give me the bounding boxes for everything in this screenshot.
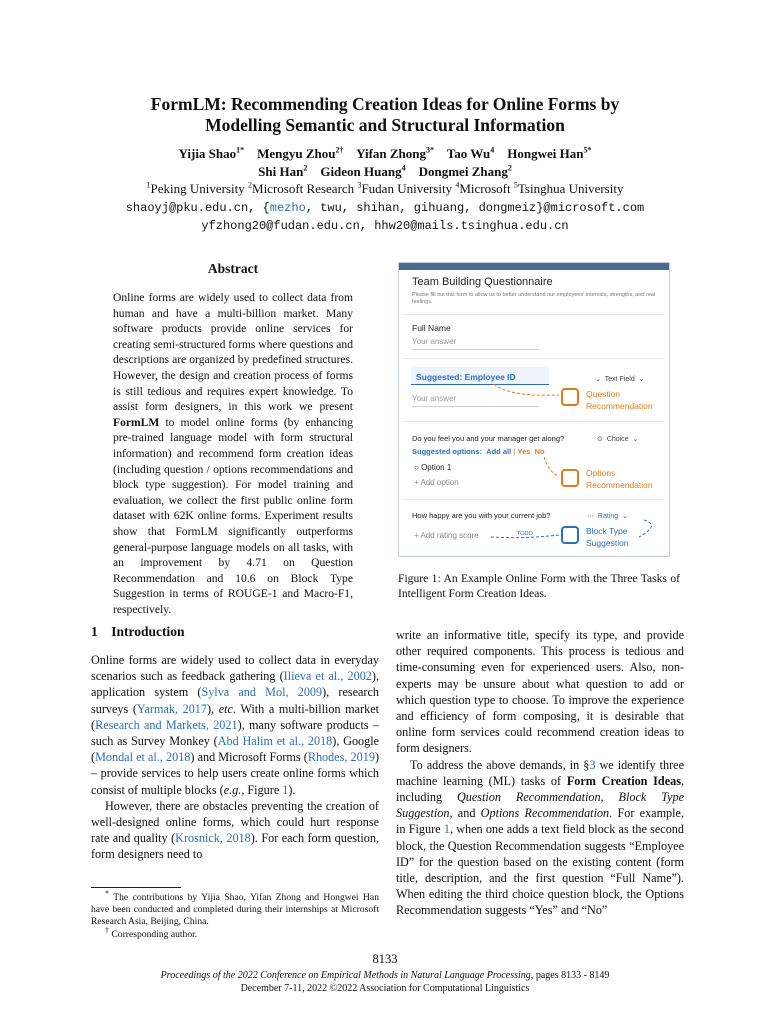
- proceedings-name: Proceedings of the 2022 Conference on Empirical Methods in Natural Language Processing: [160, 970, 531, 981]
- text: ), research surveys (: [91, 685, 379, 716]
- affil-sup: 3: [357, 180, 362, 190]
- author: Yifan Zhong: [356, 146, 427, 161]
- affiliation: Fudan University: [361, 181, 453, 196]
- author: Tao Wu: [446, 146, 491, 161]
- text-italic: Block Type Suggestion: [396, 790, 684, 821]
- proceedings-footer: [0, 969, 770, 995]
- affil-sup: 4: [455, 180, 460, 190]
- form-title: Team Building Questionnaire: [412, 276, 553, 288]
- text: Online forms are widely used to collect data in everyday scenarios such as feedback gathering (: [91, 653, 379, 684]
- text-field-type[interactable]: ⌄ Text Field ⌄: [595, 376, 645, 383]
- label-line: Options: [586, 468, 616, 478]
- question-happy: How happy are you with your current job?: [412, 511, 551, 520]
- intro-left-column: [91, 652, 379, 863]
- affil-sup: 2: [248, 180, 253, 190]
- add-rating-score-button[interactable]: + Add rating score: [414, 531, 479, 540]
- form-description: Please fill out this form to allow us to better understand our employees' interests, strengths, and real feelings.: [412, 292, 656, 305]
- figure-arrows: [399, 263, 671, 558]
- text-italic: Question Recommendation: [456, 790, 601, 805]
- arrow-options: [544, 457, 559, 476]
- text: ), Google (: [91, 734, 380, 765]
- rating-label: Rating: [597, 513, 619, 520]
- citation-link[interactable]: Mondal et al., 2018: [95, 750, 191, 765]
- author-sup: 5*: [583, 145, 592, 155]
- author: Yijia Shao: [178, 146, 237, 161]
- text: ),: [207, 701, 219, 716]
- footnote-2: [91, 925, 379, 941]
- question-manager: Do you feel you and your manager get along?: [412, 434, 565, 443]
- text: , and: [449, 806, 481, 821]
- text: ), many software products – such as Survey Monkey (: [91, 717, 379, 749]
- text: To address the above demands, in §: [410, 757, 590, 772]
- section-heading: [91, 624, 185, 640]
- author-sup: 2†: [335, 145, 344, 155]
- affiliations: [0, 180, 770, 198]
- affiliation: Microsoft Research: [252, 181, 355, 196]
- arrow-block-type: [491, 535, 559, 538]
- email-text: shaoyj@pku.edu.cn, {: [125, 201, 270, 215]
- email-text: , twu, shihan, gihuang, dongmeiz}@microsoft.com: [305, 201, 645, 215]
- proceedings-line-2: December 7-11, 2022 ©2022 Association for Computational Linguistics: [240, 983, 530, 994]
- abstract-bold: FormLM: [113, 415, 160, 429]
- option-1[interactable]: ○ Option 1: [414, 463, 452, 472]
- label-line: Recommendation: [586, 401, 653, 411]
- todo-tag: TODO: [517, 531, 533, 537]
- answer-placeholder: Your answer: [412, 394, 457, 403]
- author-sup: 4: [490, 145, 495, 155]
- author: Dongmei Zhang: [418, 164, 508, 179]
- affil-sup: 1: [146, 180, 151, 190]
- text: ).: [288, 782, 296, 797]
- figure-caption: Figure 1: An Example Online Form with the Three Tasks of Intelligent Form Creation Ideas.: [398, 572, 680, 600]
- right-paragraph-2: [396, 757, 684, 919]
- label-line: Block Type: [586, 526, 628, 536]
- abstract-body: [113, 290, 353, 617]
- label-line: Suggestion: [586, 538, 629, 548]
- email-link[interactable]: mezho: [269, 201, 306, 215]
- citation-link[interactable]: Sylva and Mol, 2009: [201, 685, 323, 700]
- citation-link[interactable]: Rhodes, 2019: [307, 750, 375, 765]
- author-sup: 2: [303, 163, 308, 173]
- footnote-text: Corresponding author.: [109, 928, 198, 940]
- right-paragraph-1: write an informative title, specify its type, and provide other required components. This process is tedious and time-consuming even for experienced users. Also, non-experts may be unsure about what question to add or which question type to choose. To improve the experience and efficiency of form composing, it is desirable that online form services could recommend creation ideas to form designers.: [396, 628, 684, 756]
- figure-1-form-mockup: [398, 262, 670, 557]
- arrow-question: [494, 384, 559, 395]
- answer-placeholder: Your answer: [412, 337, 457, 346]
- title-line-1: FormLM: Recommending Creation Ideas for Online Forms by: [150, 94, 620, 114]
- author: Shi Han: [258, 164, 304, 179]
- section-link[interactable]: 3: [589, 757, 596, 772]
- proceedings-pages: , pages 8133 - 8149: [530, 970, 610, 981]
- author-sup: 1*: [236, 145, 245, 155]
- option-1-label: Option 1: [421, 463, 452, 472]
- text-italic: etc.: [218, 701, 236, 716]
- author: Gideon Huang: [320, 164, 402, 179]
- citation-link[interactable]: Ilieva et al., 2002: [283, 669, 372, 684]
- figure-link[interactable]: 1: [282, 782, 289, 797]
- author-sup: 2: [507, 163, 512, 173]
- intro-paragraph-1: [91, 652, 379, 798]
- add-option-button[interactable]: + Add option: [414, 478, 459, 487]
- email-line-1: [0, 199, 770, 217]
- rating-type[interactable]: ⋯ Rating ⌄: [587, 513, 628, 520]
- arrow-rating: [639, 520, 651, 537]
- option-yes-chip[interactable]: Yes: [517, 447, 531, 456]
- author-sup: 3*: [426, 145, 435, 155]
- footnote-mark: *: [105, 888, 109, 898]
- abstract-text: to model online forms (by enhancing pre-trained language model with form structural information) and recommend form creation ideas (including question / options recommendations and block type suggestion). For model training and evaluation, we collect the first public online form dataset with 62K online forms. Experiment results show that FormLM significantly outperforms general-purpose language models on all tasks, with an improvement by 4.71 on Question Recommendation and 10.6 on Block Type Suggestion in terms of ROUGE-1 and Macro-F1, respectively.: [113, 415, 353, 616]
- choice-type[interactable]: ⊙ Choice ⌄: [597, 436, 639, 443]
- paper-title: [0, 94, 770, 136]
- text: ) and Microsoft Forms (: [190, 750, 308, 765]
- citation-link[interactable]: Yarmak, 2017: [136, 701, 207, 716]
- label-line: Recommendation: [586, 480, 653, 490]
- section-number: 1: [91, 624, 98, 639]
- authors: [0, 145, 770, 181]
- text-field-label: Text Field: [604, 376, 635, 383]
- question-full-name: Full Name: [412, 323, 451, 333]
- text: we identify three machine learning (ML) tasks of: [396, 757, 684, 788]
- suggested-question-text: Suggested: Employee ID: [416, 372, 516, 382]
- text-italic: e.g.: [223, 782, 242, 797]
- text: ,: [600, 790, 619, 805]
- affiliation: Peking University: [150, 181, 245, 196]
- affiliation: Microsoft: [459, 181, 511, 196]
- text: However, there are obstacles preventing the creation of well-designed online forms, which could hurt response rate and quality (: [91, 798, 379, 846]
- text: . For example, in Figure: [396, 806, 684, 837]
- choice-label: Choice: [606, 436, 629, 443]
- intro-paragraph-2: [91, 798, 379, 863]
- authors-line-2: [0, 163, 770, 181]
- add-option-label: Add option: [420, 478, 459, 487]
- text: With a multi-billion market (: [91, 701, 380, 732]
- suggested-options-label: Suggested options:: [412, 447, 482, 456]
- affiliation: Tsinghua University: [517, 181, 624, 196]
- author-sup: 4: [401, 163, 406, 173]
- text: ), application system (: [91, 669, 379, 700]
- text: ). For each form question, form designers need to: [91, 831, 379, 862]
- text-bold: Form Creation Ideas: [566, 773, 681, 788]
- authors-line-1: [0, 145, 770, 163]
- author: Hongwei Han: [507, 146, 584, 161]
- text: , when one adds a text field block as the second block, the Question Recommendation suggests “Employee ID” for the question based on the existing content (form title, description, and the first question “Full Name”). When editing the third choice question block, the Options Recommendation suggests “Yes” and “No”: [396, 822, 684, 918]
- abstract-heading: Abstract: [207, 261, 259, 276]
- label-line: Question: [586, 389, 621, 399]
- text: ) – provide services to help users create online forms which consist of multiple blocks (: [91, 750, 379, 797]
- email-line-2: yfzhong20@fudan.edu.cn, hhw20@mails.tsinghua.edu.cn: [201, 219, 569, 233]
- option-no-chip[interactable]: No: [534, 447, 545, 456]
- title-line-2: Modelling Semantic and Structural Information: [205, 115, 565, 135]
- page-number: 8133: [372, 952, 398, 966]
- citation-link[interactable]: Krosnick, 2018: [175, 831, 251, 846]
- intro-right-column: [396, 627, 684, 919]
- footnote-mark: †: [105, 925, 109, 935]
- add-all-button[interactable]: Add all: [486, 447, 512, 456]
- proceedings-line-1: [0, 969, 770, 982]
- footnote-text: The contributions by Yijia Shao, Yifan Zhong and Hongwei Han have been conducted and completed during their internships at Microsoft Research Asia, Beijing, China.: [91, 892, 379, 928]
- author: Mengyu Zhou: [257, 146, 336, 161]
- citation-link[interactable]: Research and Markets, 2021: [95, 717, 238, 732]
- suggested-options-row: Suggested options: Add all | Yes No: [412, 447, 545, 456]
- add-rating-label: Add rating score: [420, 531, 479, 540]
- text: , Figure: [241, 782, 283, 797]
- section-title: Introduction: [111, 624, 185, 639]
- emails: [0, 199, 770, 235]
- text-italic: Options Recommendation: [480, 806, 610, 821]
- abstract-text: Online forms are widely used to collect data from human and have a multi-billion market. Many software products provide online services for creating semi-structured forms where questions and descriptions are organized by predefined structures. However, the design and creation process of forms is still tedious and requires expert knowledge. To assist form designers, in this work we present: [113, 291, 353, 414]
- text: , including: [396, 773, 685, 805]
- affil-sup: 5: [513, 180, 518, 190]
- citation-link[interactable]: Abd Halim et al., 2018: [217, 734, 333, 749]
- footnote-1: [91, 888, 379, 929]
- footnotes: [91, 888, 379, 941]
- figure-link[interactable]: 1: [443, 822, 450, 837]
